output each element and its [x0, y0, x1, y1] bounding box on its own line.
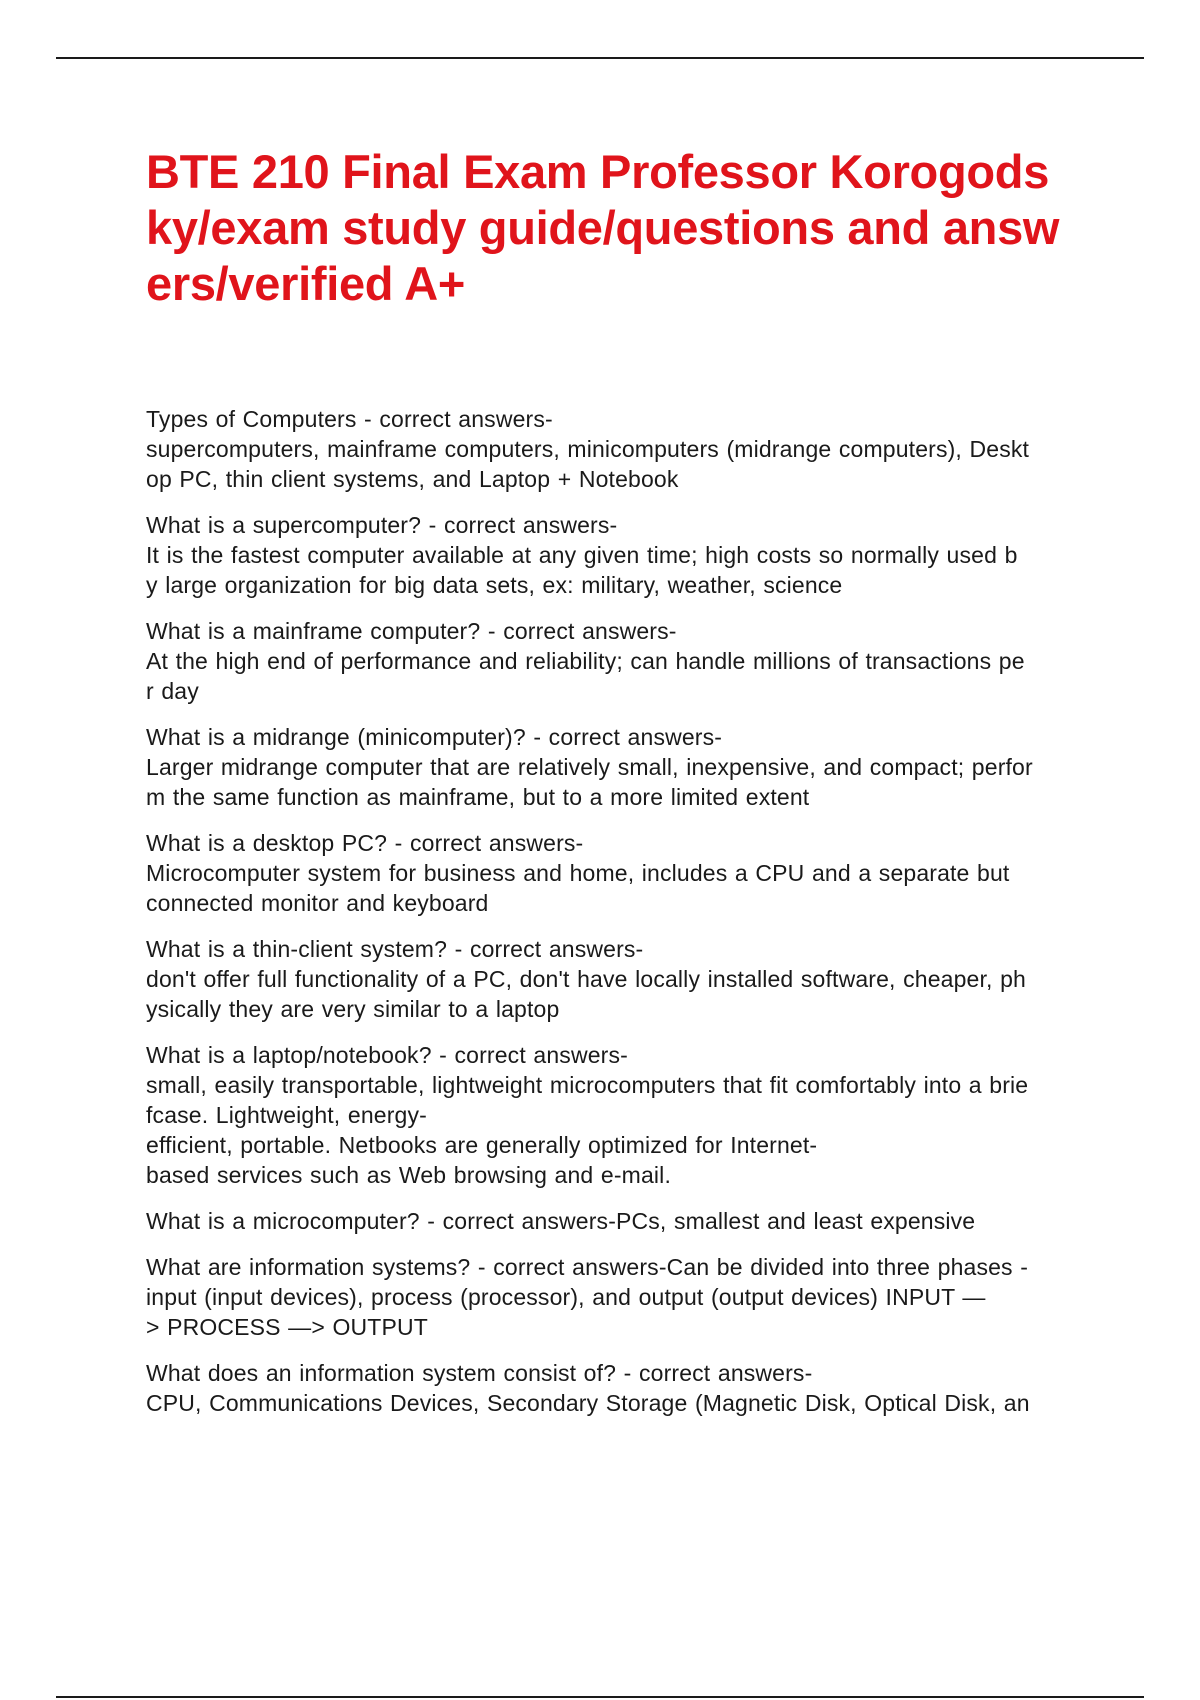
qa-entry-midrange	[146, 722, 1096, 812]
answer-line: fcase. Lightweight, energy-	[146, 1102, 427, 1128]
qa-entry-supercomputer	[146, 510, 1096, 600]
answer-line: supercomputers, mainframe computers, minicomputers (midrange computers), Deskt	[146, 436, 1030, 462]
answer-line: y large organization for big data sets, ex: military, weather, science	[146, 572, 843, 598]
answer-line: efficient, portable. Netbooks are generally optimized for Internet-	[146, 1132, 818, 1158]
answer-line: At the high end of performance and reliability; can handle millions of transactions pe	[146, 648, 1025, 674]
qa-entry-desktop-pc	[146, 828, 1096, 918]
answer-line: don't offer full functionality of a PC, don't have locally installed software, cheaper, ph	[146, 966, 1026, 992]
answer-line: Microcomputer system for business and home, includes a CPU and a separate but	[146, 860, 1010, 886]
qa-entry-information-system-components	[146, 1358, 1096, 1418]
answer-line: m the same function as mainframe, but to a more limited extent	[146, 784, 810, 810]
bottom-rule	[56, 1696, 1144, 1698]
qa-entry-types-of-computers	[146, 404, 1096, 494]
answer-line: op PC, thin client systems, and Laptop + Notebook	[146, 466, 679, 492]
question-line: What is a microcomputer? - correct answers-PCs, smallest and least expensive	[146, 1208, 976, 1234]
question-line: What is a desktop PC? - correct answers-	[146, 830, 584, 856]
question-line: What is a midrange (minicomputer)? - correct answers-	[146, 724, 723, 750]
question-line: What are information systems? - correct answers-Can be divided into three phases -	[146, 1254, 1029, 1280]
title-line: ers/verified A+	[146, 257, 466, 310]
qa-entry-laptop-notebook	[146, 1040, 1096, 1190]
qa-list	[146, 404, 1096, 1434]
answer-line: It is the fastest computer available at any given time; high costs so normally used b	[146, 542, 1018, 568]
answer-line: small, easily transportable, lightweight microcomputers that fit comfortably into a brie	[146, 1072, 1029, 1098]
answer-line: r day	[146, 678, 199, 704]
question-line: Types of Computers - correct answers-	[146, 406, 553, 432]
question-line: What is a supercomputer? - correct answers-	[146, 512, 618, 538]
qa-entry-thin-client	[146, 934, 1096, 1024]
question-line: What is a mainframe computer? - correct answers-	[146, 618, 677, 644]
top-rule	[56, 57, 1144, 59]
question-line: What does an information system consist of? - correct answers-	[146, 1360, 813, 1386]
qa-entry-microcomputer	[146, 1206, 1096, 1236]
title-line: ky/exam study guide/questions and answ	[146, 201, 1060, 254]
answer-line: Larger midrange computer that are relatively small, inexpensive, and compact; perfor	[146, 754, 1033, 780]
answer-line: > PROCESS —> OUTPUT	[146, 1314, 428, 1340]
answer-line: connected monitor and keyboard	[146, 890, 489, 916]
qa-entry-information-systems	[146, 1252, 1096, 1342]
answer-line: CPU, Communications Devices, Secondary Storage (Magnetic Disk, Optical Disk, an	[146, 1390, 1030, 1416]
question-line: What is a laptop/notebook? - correct answers-	[146, 1042, 628, 1068]
answer-line: ysically they are very similar to a laptop	[146, 996, 560, 1022]
answer-line: input (input devices), process (processor), and output (output devices) INPUT —	[146, 1284, 986, 1310]
qa-entry-mainframe	[146, 616, 1096, 706]
title-line: BTE 210 Final Exam Professor Korogods	[146, 145, 1050, 198]
document-title	[146, 144, 1096, 312]
answer-line: based services such as Web browsing and e-mail.	[146, 1162, 671, 1188]
question-line: What is a thin-client system? - correct answers-	[146, 936, 644, 962]
